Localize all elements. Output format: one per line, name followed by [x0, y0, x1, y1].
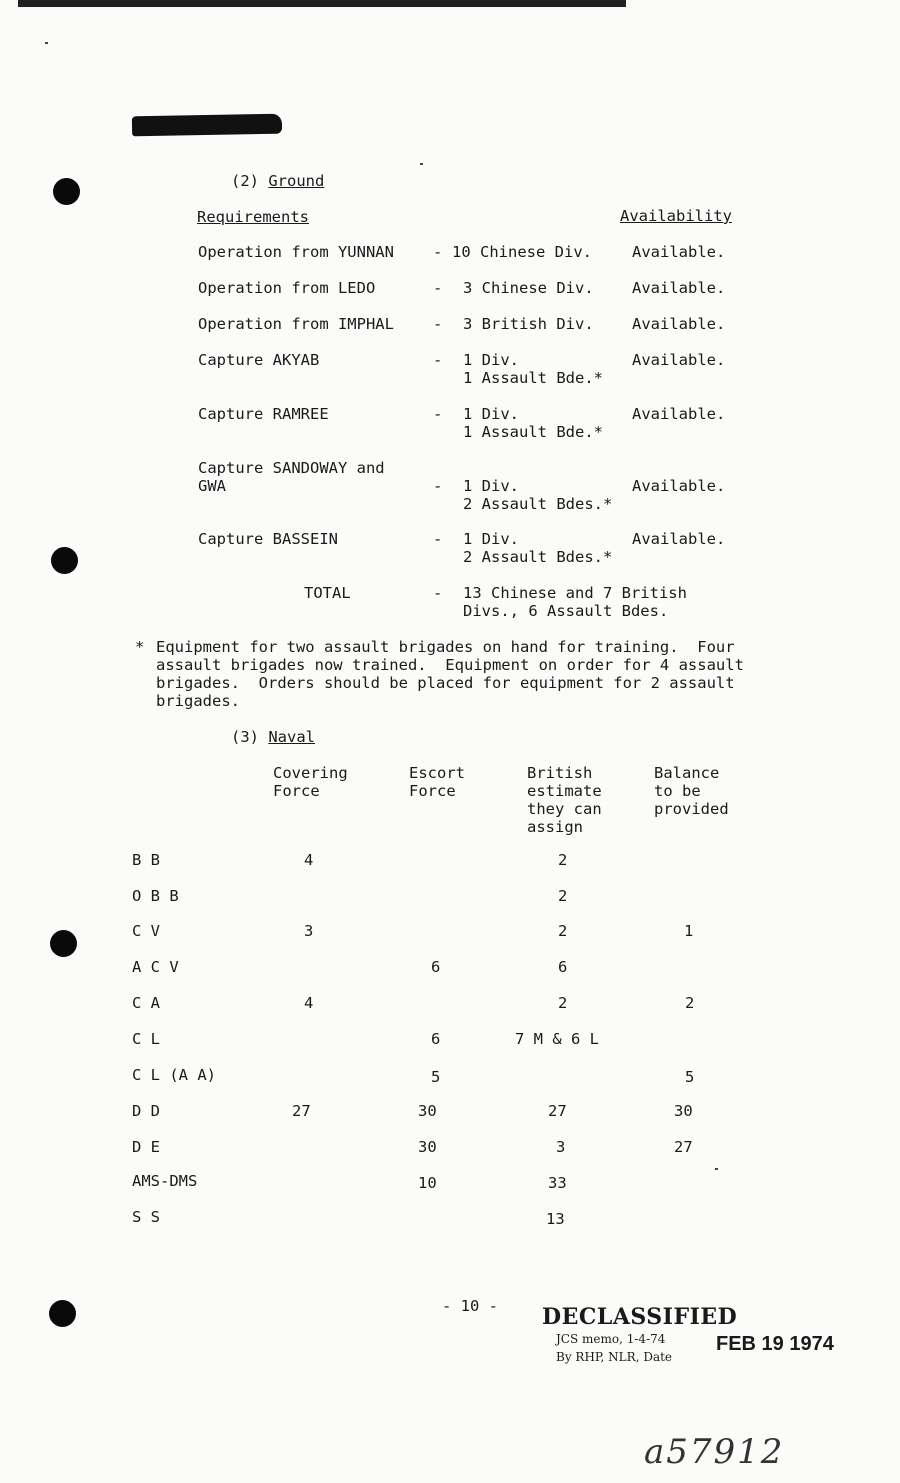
british-estimate-header: British estimate they can assign [527, 764, 602, 836]
stamp-title: DECLASSIFIED [542, 1304, 738, 1330]
dash: - [433, 279, 443, 297]
force: 10 Chinese Div. [452, 243, 592, 261]
availability: Available. [632, 405, 726, 423]
covering-force-header: Covering Force [273, 764, 348, 800]
covering-value: 3 [304, 922, 314, 940]
stamp-date: FEB 19 1974 [716, 1333, 834, 1355]
escort-value: 5 [431, 1068, 441, 1086]
british-value: 33 [548, 1174, 567, 1192]
ship-type: C L [132, 1030, 160, 1048]
availability: Available. [632, 315, 726, 333]
ship-type: C L (A A) [132, 1066, 216, 1084]
dash: - [433, 530, 443, 548]
availability-column-header: Availability [620, 207, 732, 225]
availability: Available. [632, 477, 726, 495]
requirement: Operation from YUNNAN [198, 243, 394, 261]
redaction-mark [132, 114, 282, 137]
ship-type: A C V [132, 958, 179, 976]
speck [45, 42, 48, 44]
requirement: Capture AKYAB [198, 351, 320, 369]
requirements-column-header: Requirements [197, 208, 309, 226]
dash: - [433, 477, 443, 495]
force: 3 Chinese Div. [463, 279, 594, 297]
ship-type: S S [132, 1208, 160, 1226]
ship-type: D D [132, 1102, 160, 1120]
naval-heading: (3) Naval [231, 728, 316, 746]
balance-value: 27 [674, 1138, 693, 1156]
dash: - [433, 243, 443, 261]
punch-hole [53, 178, 80, 205]
requirement: Operation from LEDO [198, 279, 376, 297]
british-value: 2 [558, 851, 568, 869]
top-edge-bar [18, 0, 626, 7]
british-value: 2 [558, 994, 568, 1012]
availability: Available. [632, 243, 726, 261]
dash: - [433, 584, 443, 602]
requirement: Capture RAMREE [198, 405, 329, 423]
escort-value: 30 [418, 1102, 437, 1120]
escort-force-header: Escort Force [409, 764, 465, 800]
ship-type: C A [132, 994, 160, 1012]
dash: - [433, 315, 443, 333]
stamp-line2: By RHP, NLR, Date [556, 1350, 673, 1364]
escort-value: 10 [418, 1174, 437, 1192]
balance-value: 1 [684, 922, 694, 940]
punch-hole [49, 1300, 76, 1327]
balance-value: 5 [685, 1068, 695, 1086]
punch-hole [51, 547, 78, 574]
handwritten-id: a57912 [644, 1432, 785, 1472]
punch-hole [50, 930, 77, 957]
footnote-mark: * [135, 638, 145, 656]
british-value: 2 [558, 922, 568, 940]
escort-value: 30 [418, 1138, 437, 1156]
availability: Available. [632, 530, 726, 548]
total-label: TOTAL [304, 584, 351, 602]
speck [715, 1168, 718, 1170]
requirement: Capture SANDOWAY and GWA [198, 459, 385, 495]
ship-type: B B [132, 851, 160, 869]
ship-type: D E [132, 1138, 160, 1156]
balance-value: 2 [685, 994, 695, 1012]
escort-value: 6 [431, 1030, 441, 1048]
balance-value: 30 [674, 1102, 693, 1120]
balance-header: Balance to be provided [654, 764, 729, 818]
force: 1 Div. 2 Assault Bdes.* [463, 530, 613, 566]
requirement: Capture BASSEIN [198, 530, 338, 548]
availability: Available. [632, 279, 726, 297]
requirement: Operation from IMPHAL [198, 315, 394, 333]
page-number: - 10 - [442, 1297, 498, 1315]
dash: - [433, 351, 443, 369]
british-value: 6 [558, 958, 568, 976]
force: 3 British Div. [463, 315, 594, 333]
british-value: 7 M & 6 L [515, 1030, 599, 1048]
ship-type: C V [132, 922, 160, 940]
escort-value: 6 [431, 958, 441, 976]
stamp-line1: JCS memo, 1-4-74 [556, 1332, 666, 1346]
speck [420, 163, 423, 165]
total-value: 13 Chinese and 7 British Divs., 6 Assault Bdes. [463, 584, 687, 620]
force: 1 Div. 2 Assault Bdes.* [463, 477, 613, 513]
british-value: 3 [556, 1138, 566, 1156]
covering-value: 4 [304, 851, 314, 869]
british-value: 2 [558, 887, 568, 905]
covering-value: 27 [292, 1102, 311, 1120]
british-value: 13 [546, 1210, 565, 1228]
availability: Available. [632, 351, 726, 369]
ship-type: AMS-DMS [132, 1172, 198, 1190]
force: 1 Div. 1 Assault Bde.* [463, 351, 603, 387]
ship-type: O B B [132, 887, 179, 905]
footnote: Equipment for two assault brigades on hand for training. Four assault brigades now trained. Equipment on order for 4 assault brigades. Orders should be placed for equipment for 2 assault brigades. [156, 638, 744, 710]
force: 1 Div. 1 Assault Bde.* [463, 405, 603, 441]
dash: - [433, 405, 443, 423]
british-value: 27 [548, 1102, 567, 1120]
ground-heading: (2) Ground [231, 172, 325, 190]
covering-value: 4 [304, 994, 314, 1012]
